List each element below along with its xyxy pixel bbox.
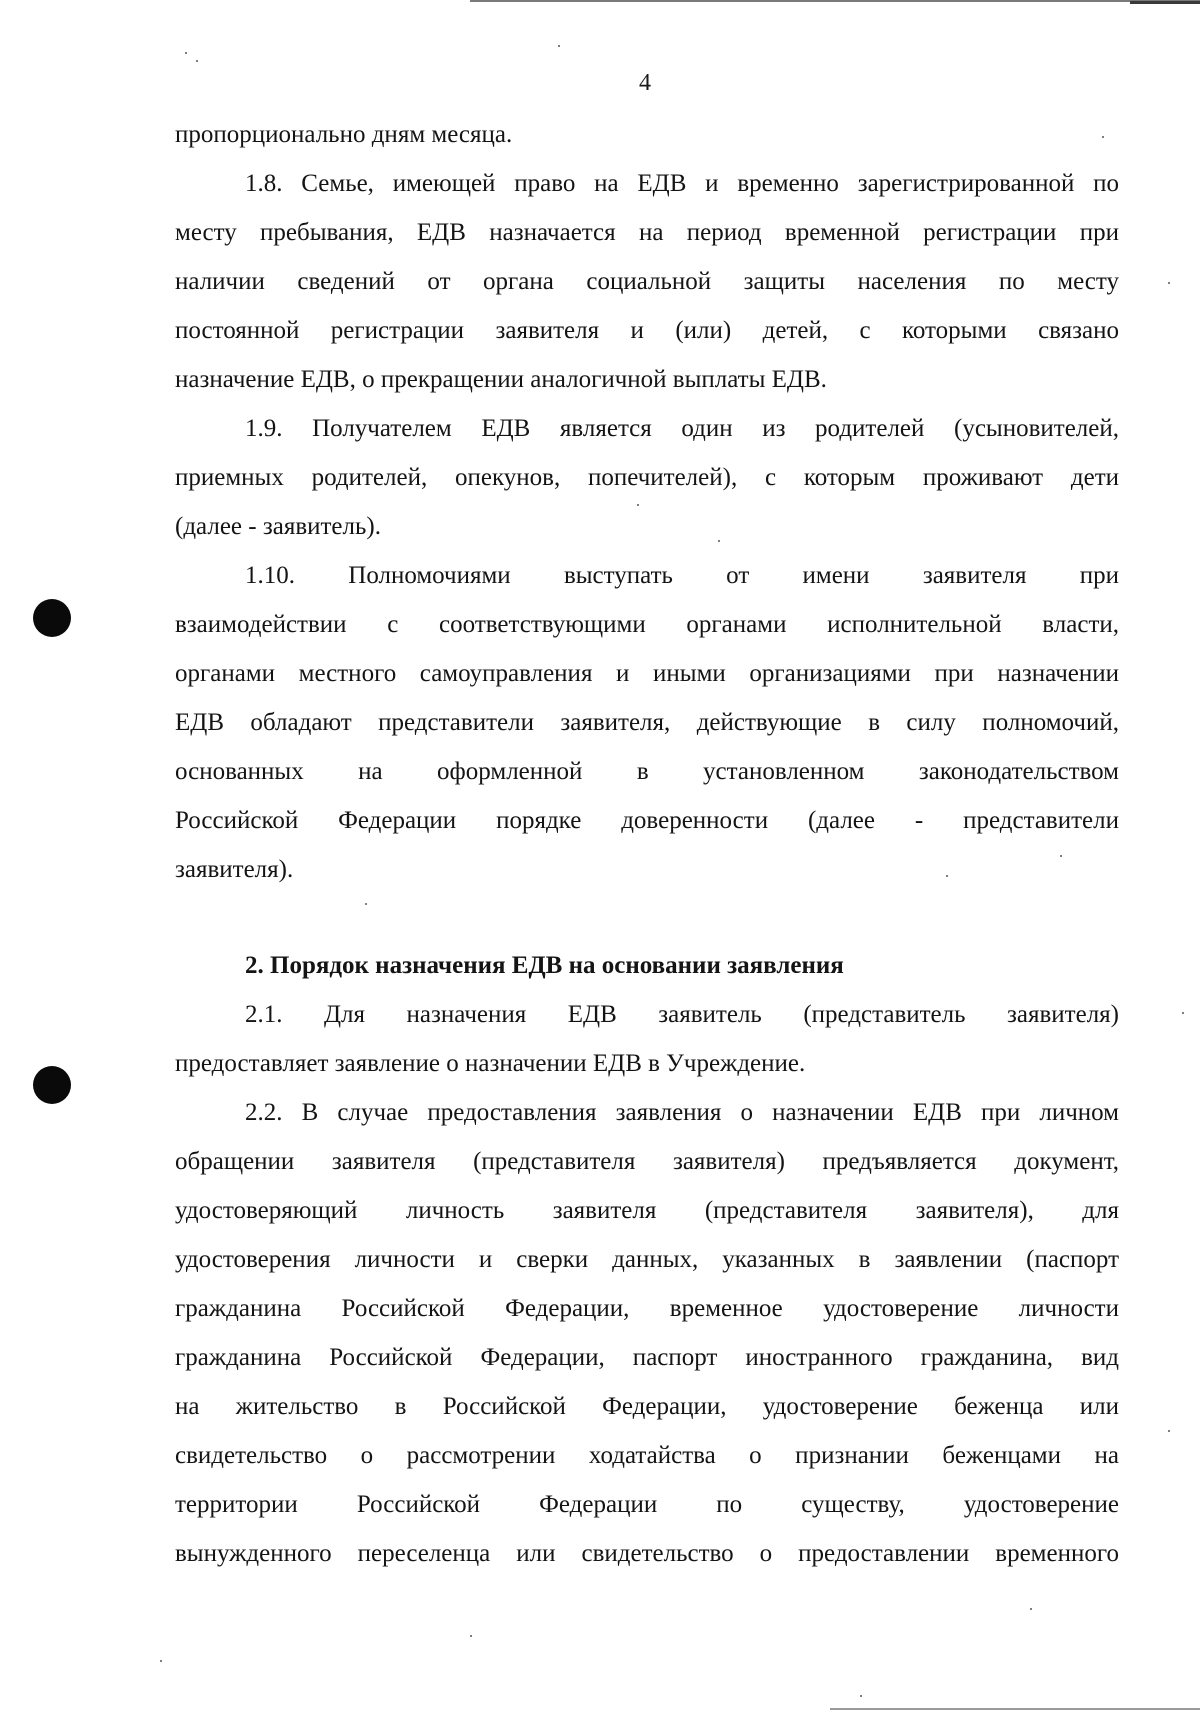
text-line: гражданина Российской Федерации, временное удостоверение личности <box>175 1295 1119 1322</box>
text-line: взаимодействии с соответствующими органами исполнительной власти, <box>175 611 1119 638</box>
text-line: 1.9. Получателем ЕДВ является один из родителей (усыновителей, <box>245 415 1119 442</box>
paragraph-1-9 <box>175 404 1119 551</box>
scan-speck <box>470 1635 472 1637</box>
punch-hole <box>33 1066 71 1104</box>
text-line: гражданина Российской Федерации, паспорт иностранного гражданина, вид <box>175 1344 1119 1371</box>
text-line: 1.8. Семье, имеющей право на ЕДВ и временно зарегистрированной по <box>245 170 1119 197</box>
text-line: 1.10. Полномочиями выступать от имени заявителя при <box>245 562 1119 589</box>
scan-speck <box>946 875 948 877</box>
scan-speck <box>365 903 367 905</box>
text-line: обращении заявителя (представителя заявителя) предъявляется документ, <box>175 1148 1119 1175</box>
page-number: 4 <box>639 70 651 96</box>
section-heading: 2. Порядок назначения ЕДВ на основании заявления <box>245 952 844 979</box>
paragraph-intro <box>175 110 1119 159</box>
document-body <box>175 110 1119 1578</box>
scan-speck <box>558 45 560 47</box>
paragraph-2-1 <box>175 990 1119 1088</box>
scan-edge-line <box>1130 1 1200 4</box>
text-line: пропорционально дням месяца. <box>175 121 513 148</box>
text-line: удостоверяющий личность заявителя (представителя заявителя), для <box>175 1197 1119 1224</box>
text-line: 2.1. Для назначения ЕДВ заявитель (представитель заявителя) <box>245 1001 1119 1028</box>
scan-speck <box>1102 136 1104 138</box>
text-line: на жительство в Российской Федерации, удостоверение беженца или <box>175 1393 1119 1420</box>
text-line: 2.2. В случае предоставления заявления о назначении ЕДВ при личном <box>245 1099 1119 1126</box>
paragraph-1-10 <box>175 551 1119 894</box>
paragraph-1-8 <box>175 159 1119 404</box>
text-line: заявителя). <box>175 856 294 883</box>
paragraph-2-2 <box>175 1088 1119 1578</box>
text-line: органами местного самоуправления и иными организациями при назначении <box>175 660 1119 687</box>
text-line: (далее - заявитель). <box>175 513 381 540</box>
text-line: удостоверения личности и сверки данных, указанных в заявлении (паспорт <box>175 1246 1119 1273</box>
scan-speck <box>1030 1608 1032 1610</box>
scan-speck <box>196 60 198 62</box>
text-line: Российской Федерации порядке доверенности (далее - представители <box>175 807 1119 834</box>
scan-speck <box>718 540 720 542</box>
text-line: территории Российской Федерации по существу, удостоверение <box>175 1491 1119 1518</box>
text-line: назначение ЕДВ, о прекращении аналогичной выплаты ЕДВ. <box>175 366 827 393</box>
scan-speck <box>1060 855 1062 857</box>
scan-speck <box>1182 1012 1184 1014</box>
text-line: наличии сведений от органа социальной защиты населения по месту <box>175 268 1119 295</box>
text-line: предоставляет заявление о назначении ЕДВ в Учреждение. <box>175 1050 806 1077</box>
punch-hole <box>33 599 71 637</box>
scan-speck <box>637 504 639 506</box>
text-line: постоянной регистрации заявителя и (или) детей, с которыми связано <box>175 317 1119 344</box>
text-line: вынужденного переселенца или свидетельство о предоставлении временного <box>175 1540 1119 1567</box>
scan-speck <box>160 1660 162 1662</box>
scan-speck <box>1168 1430 1170 1432</box>
scan-edge-line <box>470 0 1200 2</box>
text-line: месту пребывания, ЕДВ назначается на период временной регистрации при <box>175 219 1119 246</box>
text-line: свидетельство о рассмотрении ходатайства о признании беженцами на <box>175 1442 1119 1469</box>
text-line: приемных родителей, опекунов, попечителей), с которым проживают дети <box>175 464 1119 491</box>
scan-speck <box>860 1695 862 1697</box>
text-line: основанных на оформленной в установленном законодательством <box>175 758 1119 785</box>
scan-speck <box>185 52 187 54</box>
text-line: ЕДВ обладают представители заявителя, действующие в силу полномочий, <box>175 709 1119 736</box>
scan-speck <box>1168 282 1170 284</box>
